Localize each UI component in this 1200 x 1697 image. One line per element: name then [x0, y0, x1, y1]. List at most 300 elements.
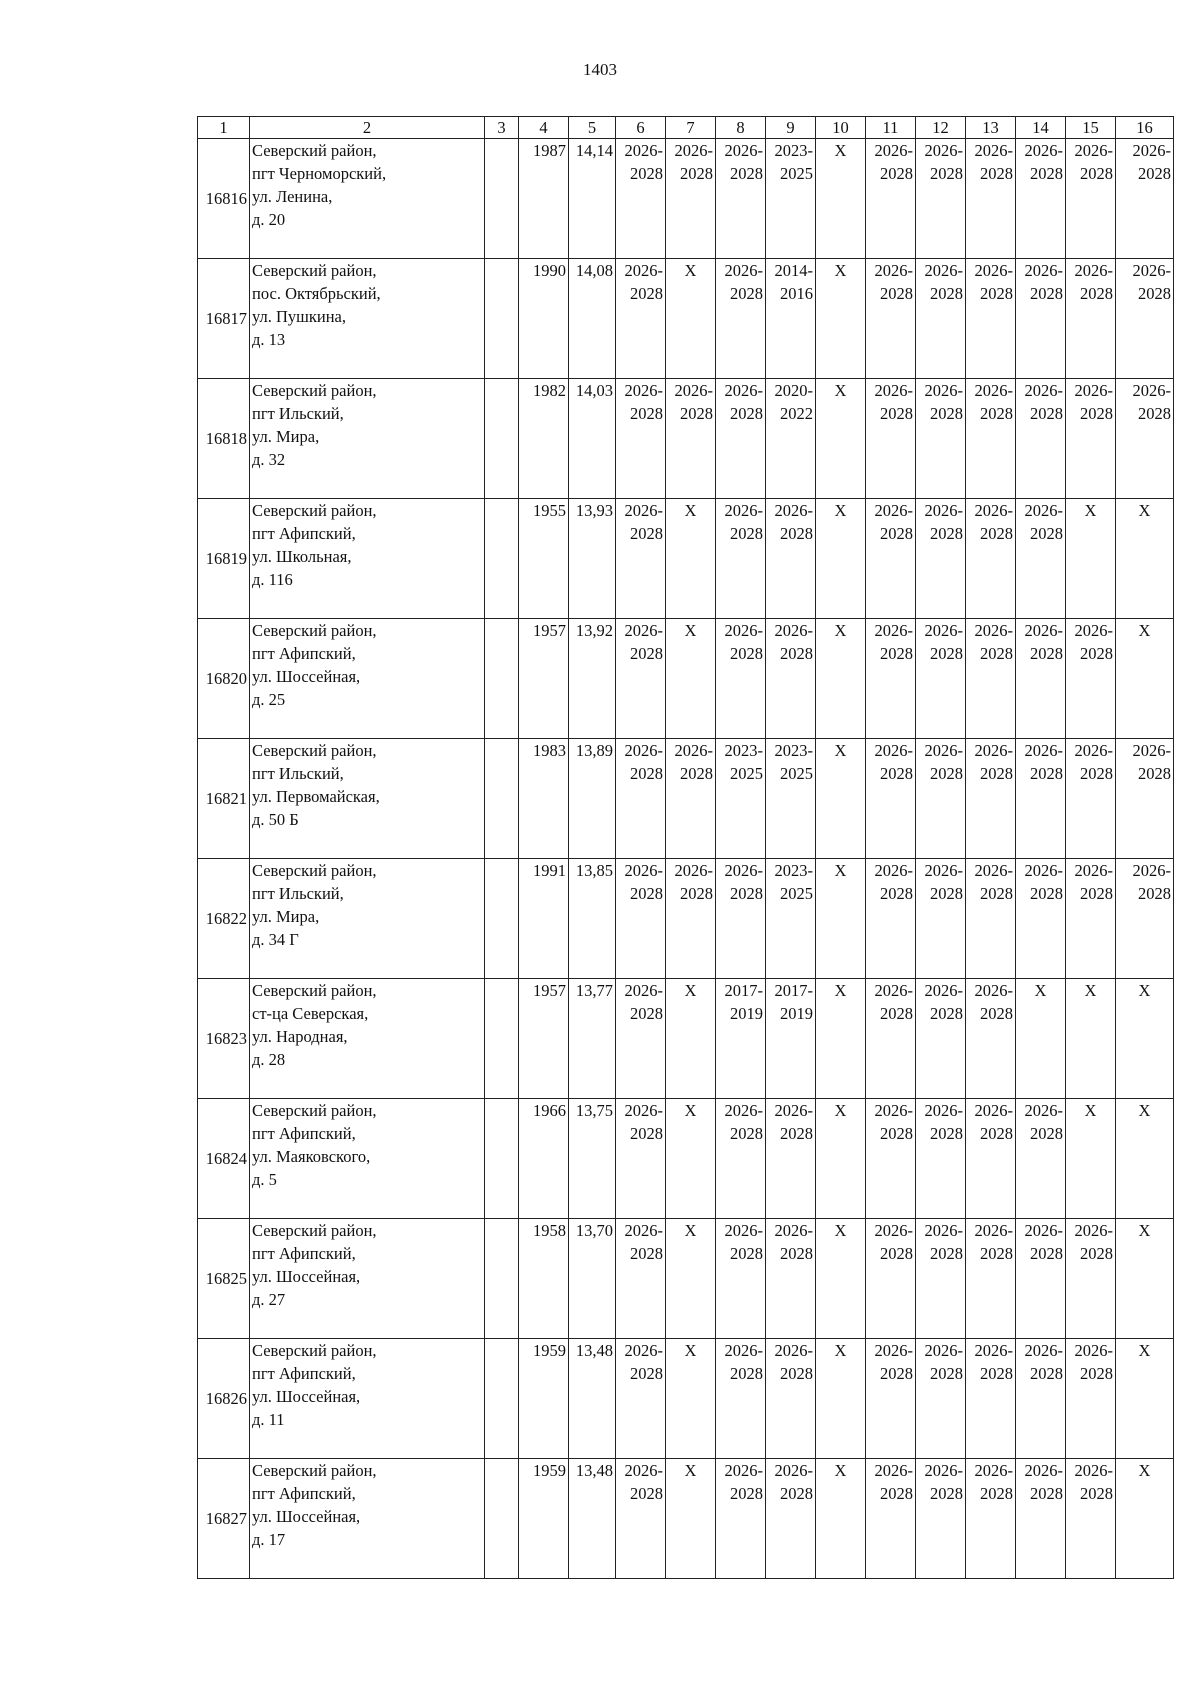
period-start: 2026- [924, 741, 963, 760]
period-end: 2028 [1080, 644, 1113, 663]
address-line: д. 116 [252, 570, 293, 589]
address-line: Северский район, [252, 1341, 377, 1360]
period-cell [916, 979, 966, 1099]
value-cell: 13,77 [569, 979, 616, 1099]
year-cell: 1958 [519, 1219, 569, 1339]
period-cell [1116, 859, 1174, 979]
period-end: 2028 [1030, 164, 1063, 183]
period-end: 2028 [1138, 164, 1171, 183]
period-cell [766, 499, 816, 619]
period-cell [866, 259, 916, 379]
period-cell [966, 1459, 1016, 1579]
address-line: ул. Шоссейная, [252, 1507, 361, 1526]
row-number: 16820 [198, 619, 250, 739]
period-start: 2026- [1074, 741, 1113, 760]
period-start: 2026- [624, 1341, 663, 1360]
column-number: 16 [1116, 117, 1174, 139]
value-cell: 13,89 [569, 739, 616, 859]
column-3-cell [485, 139, 519, 259]
period-start: 2026- [1024, 381, 1063, 400]
period-start: 2026- [774, 621, 813, 640]
period-start: 2026- [724, 1221, 763, 1240]
period-cell [916, 1099, 966, 1219]
period-start: 2026- [624, 261, 663, 280]
table-row [198, 859, 1174, 979]
period-end: 2028 [1030, 1124, 1063, 1143]
column-number: 12 [916, 117, 966, 139]
address-line: пгт Ильский, [252, 884, 344, 903]
period-end: 2028 [980, 644, 1013, 663]
period-end: 2025 [780, 164, 813, 183]
housing-register-table [197, 116, 1174, 1579]
period-end: 2028 [780, 524, 813, 543]
column-3-cell [485, 859, 519, 979]
period-end: 2028 [980, 404, 1013, 423]
address-line: д. 5 [252, 1170, 277, 1189]
address-line: Северский район, [252, 141, 377, 160]
period-start: 2026- [924, 501, 963, 520]
not-applicable-cell: X [1066, 499, 1116, 619]
period-end: 2025 [780, 764, 813, 783]
period-end: 2028 [1138, 884, 1171, 903]
period-cell [1016, 1099, 1066, 1219]
column-3-cell [485, 1219, 519, 1339]
period-cell [916, 1219, 966, 1339]
period-cell [716, 499, 766, 619]
period-cell [616, 1099, 666, 1219]
period-cell [766, 619, 816, 739]
period-end: 2028 [1030, 1364, 1063, 1383]
period-start: 2026- [974, 741, 1013, 760]
address-cell [250, 1339, 485, 1459]
period-end: 2028 [980, 764, 1013, 783]
period-end: 2028 [930, 164, 963, 183]
page-number: 1403 [583, 60, 617, 79]
address-cell [250, 739, 485, 859]
period-start: 2026- [774, 1461, 813, 1480]
period-start: 2014- [774, 261, 813, 280]
period-cell [866, 1339, 916, 1459]
period-end: 2028 [780, 1124, 813, 1143]
period-start: 2026- [924, 141, 963, 160]
period-end: 2028 [1138, 404, 1171, 423]
period-start: 2026- [1074, 1221, 1113, 1240]
not-applicable-cell: X [666, 1459, 716, 1579]
period-cell [716, 979, 766, 1099]
year-cell: 1957 [519, 619, 569, 739]
period-cell [866, 1099, 916, 1219]
period-start: 2026- [924, 1221, 963, 1240]
period-start: 2026- [724, 141, 763, 160]
period-end: 2028 [1138, 764, 1171, 783]
period-cell [716, 1339, 766, 1459]
period-cell [916, 379, 966, 499]
period-cell [616, 619, 666, 739]
period-end: 2028 [930, 1364, 963, 1383]
period-start: 2026- [924, 261, 963, 280]
address-line: д. 25 [252, 690, 286, 709]
value-cell: 13,75 [569, 1099, 616, 1219]
not-applicable-cell: X [816, 1339, 866, 1459]
period-start: 2026- [624, 501, 663, 520]
period-end: 2028 [630, 644, 663, 663]
row-number: 16819 [198, 499, 250, 619]
period-cell [1016, 859, 1066, 979]
period-cell [1116, 139, 1174, 259]
period-start: 2026- [924, 1101, 963, 1120]
period-end: 2028 [930, 404, 963, 423]
period-start: 2026- [1024, 861, 1063, 880]
period-end: 2028 [730, 524, 763, 543]
period-cell [1066, 619, 1116, 739]
period-end: 2028 [680, 884, 713, 903]
period-start: 2026- [624, 621, 663, 640]
address-line: д. 11 [252, 1410, 285, 1429]
value-cell: 14,08 [569, 259, 616, 379]
address-line: пгт Афипский, [252, 524, 356, 543]
period-start: 2026- [974, 501, 1013, 520]
period-cell [666, 379, 716, 499]
period-cell [766, 1099, 816, 1219]
period-start: 2026- [974, 981, 1013, 1000]
period-end: 2028 [780, 1484, 813, 1503]
period-start: 2026- [724, 621, 763, 640]
address-line: ул. Ленина, [252, 187, 333, 206]
address-cell [250, 1099, 485, 1219]
period-cell [916, 739, 966, 859]
period-start: 2026- [874, 861, 913, 880]
row-number: 16824 [198, 1099, 250, 1219]
period-start: 2026- [1074, 381, 1113, 400]
period-end: 2028 [630, 764, 663, 783]
period-start: 2026- [874, 1461, 913, 1480]
period-end: 2028 [980, 1004, 1013, 1023]
period-start: 2026- [1074, 141, 1113, 160]
value-cell: 13,85 [569, 859, 616, 979]
address-line: ул. Шоссейная, [252, 1267, 361, 1286]
not-applicable-cell: X [816, 619, 866, 739]
period-cell [1066, 859, 1116, 979]
value-cell: 13,48 [569, 1339, 616, 1459]
period-start: 2026- [874, 741, 913, 760]
period-start: 2026- [874, 381, 913, 400]
column-number: 15 [1066, 117, 1116, 139]
address-line: Северский район, [252, 621, 377, 640]
period-end: 2028 [730, 1244, 763, 1263]
address-line: пгт Ильский, [252, 764, 344, 783]
period-cell [1016, 139, 1066, 259]
period-cell [966, 379, 1016, 499]
period-start: 2026- [624, 381, 663, 400]
column-3-cell [485, 379, 519, 499]
period-start: 2026- [1132, 141, 1171, 160]
period-start: 2026- [1074, 1461, 1113, 1480]
address-line: ст-ца Северская, [252, 1004, 369, 1023]
address-cell [250, 1459, 485, 1579]
address-line: Северский район, [252, 1461, 377, 1480]
period-cell [866, 1219, 916, 1339]
period-cell [916, 1459, 966, 1579]
period-end: 2028 [630, 164, 663, 183]
address-line: д. 13 [252, 330, 286, 349]
not-applicable-cell: X [816, 499, 866, 619]
period-end: 2028 [680, 164, 713, 183]
column-3-cell [485, 1099, 519, 1219]
period-end: 2028 [880, 524, 913, 543]
period-cell [966, 1339, 1016, 1459]
period-start: 2026- [974, 621, 1013, 640]
address-line: д. 27 [252, 1290, 286, 1309]
column-number: 7 [666, 117, 716, 139]
period-cell [966, 739, 1016, 859]
period-end: 2028 [630, 1004, 663, 1023]
row-number: 16821 [198, 739, 250, 859]
period-cell [616, 259, 666, 379]
address-line: Северский район, [252, 861, 377, 880]
period-end: 2028 [930, 284, 963, 303]
period-end: 2028 [930, 764, 963, 783]
not-applicable-cell: X [816, 739, 866, 859]
period-cell [766, 1339, 816, 1459]
period-cell [966, 499, 1016, 619]
period-start: 2026- [1024, 1221, 1063, 1240]
period-cell [616, 739, 666, 859]
address-line: Северский район, [252, 501, 377, 520]
table-row [198, 1219, 1174, 1339]
period-cell [916, 619, 966, 739]
period-start: 2026- [1132, 261, 1171, 280]
period-start: 2026- [1024, 501, 1063, 520]
period-cell [866, 1459, 916, 1579]
period-end: 2028 [980, 1244, 1013, 1263]
address-cell [250, 379, 485, 499]
table-row [198, 1099, 1174, 1219]
period-end: 2028 [930, 1244, 963, 1263]
period-cell [866, 139, 916, 259]
period-start: 2023- [724, 741, 763, 760]
table-row [198, 139, 1174, 259]
period-cell [966, 619, 1016, 739]
period-cell [766, 1459, 816, 1579]
period-end: 2028 [1080, 284, 1113, 303]
period-end: 2028 [880, 1484, 913, 1503]
period-start: 2026- [774, 1341, 813, 1360]
address-line: пгт Черноморский, [252, 164, 387, 183]
period-start: 2026- [874, 501, 913, 520]
period-end: 2028 [630, 884, 663, 903]
period-start: 2026- [1132, 741, 1171, 760]
address-line: Северский район, [252, 1101, 377, 1120]
period-start: 2026- [724, 1101, 763, 1120]
period-start: 2026- [874, 621, 913, 640]
address-line: пгт Ильский, [252, 404, 344, 423]
period-start: 2026- [624, 1461, 663, 1480]
period-cell [966, 859, 1016, 979]
not-applicable-cell: X [816, 1099, 866, 1219]
column-number: 11 [866, 117, 916, 139]
not-applicable-cell: X [666, 619, 716, 739]
not-applicable-cell: X [666, 1219, 716, 1339]
period-cell [666, 859, 716, 979]
period-end: 2028 [730, 1484, 763, 1503]
address-cell [250, 859, 485, 979]
not-applicable-cell: X [666, 1339, 716, 1459]
period-start: 2026- [924, 861, 963, 880]
period-cell [966, 1219, 1016, 1339]
period-start: 2026- [924, 621, 963, 640]
address-line: д. 20 [252, 210, 286, 229]
period-cell [1116, 379, 1174, 499]
address-line: пгт Афипский, [252, 1124, 356, 1143]
period-end: 2025 [780, 884, 813, 903]
period-cell [1066, 1459, 1116, 1579]
period-end: 2028 [730, 1364, 763, 1383]
period-cell [616, 139, 666, 259]
period-cell [1066, 1339, 1116, 1459]
period-cell [1016, 499, 1066, 619]
not-applicable-cell: X [1016, 979, 1066, 1099]
period-end: 2028 [880, 644, 913, 663]
address-cell [250, 139, 485, 259]
column-number: 10 [816, 117, 866, 139]
period-end: 2025 [730, 764, 763, 783]
period-end: 2028 [980, 884, 1013, 903]
period-start: 2026- [974, 261, 1013, 280]
not-applicable-cell: X [816, 1219, 866, 1339]
period-end: 2028 [1080, 764, 1113, 783]
row-number: 16827 [198, 1459, 250, 1579]
period-cell [916, 259, 966, 379]
period-end: 2028 [880, 884, 913, 903]
period-start: 2026- [1074, 861, 1113, 880]
not-applicable-cell: X [1116, 1099, 1174, 1219]
table-row [198, 1339, 1174, 1459]
column-number: 6 [616, 117, 666, 139]
period-end: 2028 [880, 164, 913, 183]
period-start: 2026- [724, 861, 763, 880]
period-start: 2026- [1024, 741, 1063, 760]
period-cell [916, 139, 966, 259]
period-cell [766, 379, 816, 499]
period-cell [716, 139, 766, 259]
period-cell [616, 1459, 666, 1579]
address-line: пос. Октябрьский, [252, 284, 381, 303]
period-end: 2028 [980, 1484, 1013, 1503]
address-line: ул. Мира, [252, 427, 320, 446]
column-number: 1 [198, 117, 250, 139]
address-line: д. 50 Б [252, 810, 299, 829]
column-3-cell [485, 499, 519, 619]
period-end: 2028 [730, 164, 763, 183]
table-row [198, 259, 1174, 379]
period-end: 2028 [1030, 644, 1063, 663]
period-end: 2028 [730, 1124, 763, 1143]
period-start: 2026- [874, 261, 913, 280]
period-cell [866, 859, 916, 979]
year-cell: 1959 [519, 1339, 569, 1459]
period-cell [716, 619, 766, 739]
address-line: ул. Народная, [252, 1027, 348, 1046]
period-start: 2026- [1132, 861, 1171, 880]
not-applicable-cell: X [816, 859, 866, 979]
period-end: 2028 [930, 524, 963, 543]
period-cell [666, 139, 716, 259]
period-end: 2028 [680, 404, 713, 423]
period-start: 2026- [1074, 1341, 1113, 1360]
column-number: 14 [1016, 117, 1066, 139]
period-end: 2028 [880, 1364, 913, 1383]
period-start: 2026- [1024, 1101, 1063, 1120]
address-line: д. 28 [252, 1050, 286, 1069]
not-applicable-cell: X [666, 979, 716, 1099]
row-number: 16818 [198, 379, 250, 499]
period-end: 2028 [880, 1244, 913, 1263]
period-start: 2026- [724, 501, 763, 520]
period-end: 2028 [880, 1124, 913, 1143]
period-start: 2026- [1024, 1461, 1063, 1480]
period-end: 2022 [780, 404, 813, 423]
table-row [198, 739, 1174, 859]
year-cell: 1982 [519, 379, 569, 499]
period-end: 2028 [1080, 1484, 1113, 1503]
period-end: 2019 [730, 1004, 763, 1023]
period-end: 2028 [780, 1244, 813, 1263]
period-start: 2017- [774, 981, 813, 1000]
period-cell [766, 979, 816, 1099]
year-cell: 1983 [519, 739, 569, 859]
table-row [198, 1459, 1174, 1579]
period-cell [1016, 1339, 1066, 1459]
period-start: 2026- [974, 861, 1013, 880]
period-end: 2028 [980, 1364, 1013, 1383]
value-cell: 13,70 [569, 1219, 616, 1339]
column-number: 13 [966, 117, 1016, 139]
period-end: 2028 [980, 524, 1013, 543]
period-start: 2026- [924, 1341, 963, 1360]
period-cell [966, 139, 1016, 259]
period-end: 2028 [1080, 404, 1113, 423]
period-start: 2026- [874, 141, 913, 160]
period-start: 2026- [774, 501, 813, 520]
table-row [198, 379, 1174, 499]
period-end: 2028 [930, 1004, 963, 1023]
not-applicable-cell: X [1116, 1219, 1174, 1339]
period-start: 2026- [1024, 621, 1063, 640]
period-cell [1116, 259, 1174, 379]
not-applicable-cell: X [816, 139, 866, 259]
period-end: 2028 [630, 524, 663, 543]
row-number: 16816 [198, 139, 250, 259]
not-applicable-cell: X [1066, 979, 1116, 1099]
period-end: 2028 [630, 1364, 663, 1383]
period-end: 2028 [1080, 1244, 1113, 1263]
period-end: 2028 [1080, 884, 1113, 903]
row-number: 16823 [198, 979, 250, 1099]
period-start: 2023- [774, 861, 813, 880]
column-3-cell [485, 979, 519, 1099]
period-end: 2028 [1080, 1364, 1113, 1383]
period-start: 2026- [974, 1101, 1013, 1120]
period-start: 2026- [974, 1221, 1013, 1240]
year-cell: 1959 [519, 1459, 569, 1579]
column-number: 9 [766, 117, 816, 139]
period-end: 2028 [630, 1484, 663, 1503]
not-applicable-cell: X [1116, 619, 1174, 739]
address-line: ул. Первомайская, [252, 787, 380, 806]
period-cell [916, 1339, 966, 1459]
period-cell [966, 979, 1016, 1099]
period-end: 2028 [780, 644, 813, 663]
